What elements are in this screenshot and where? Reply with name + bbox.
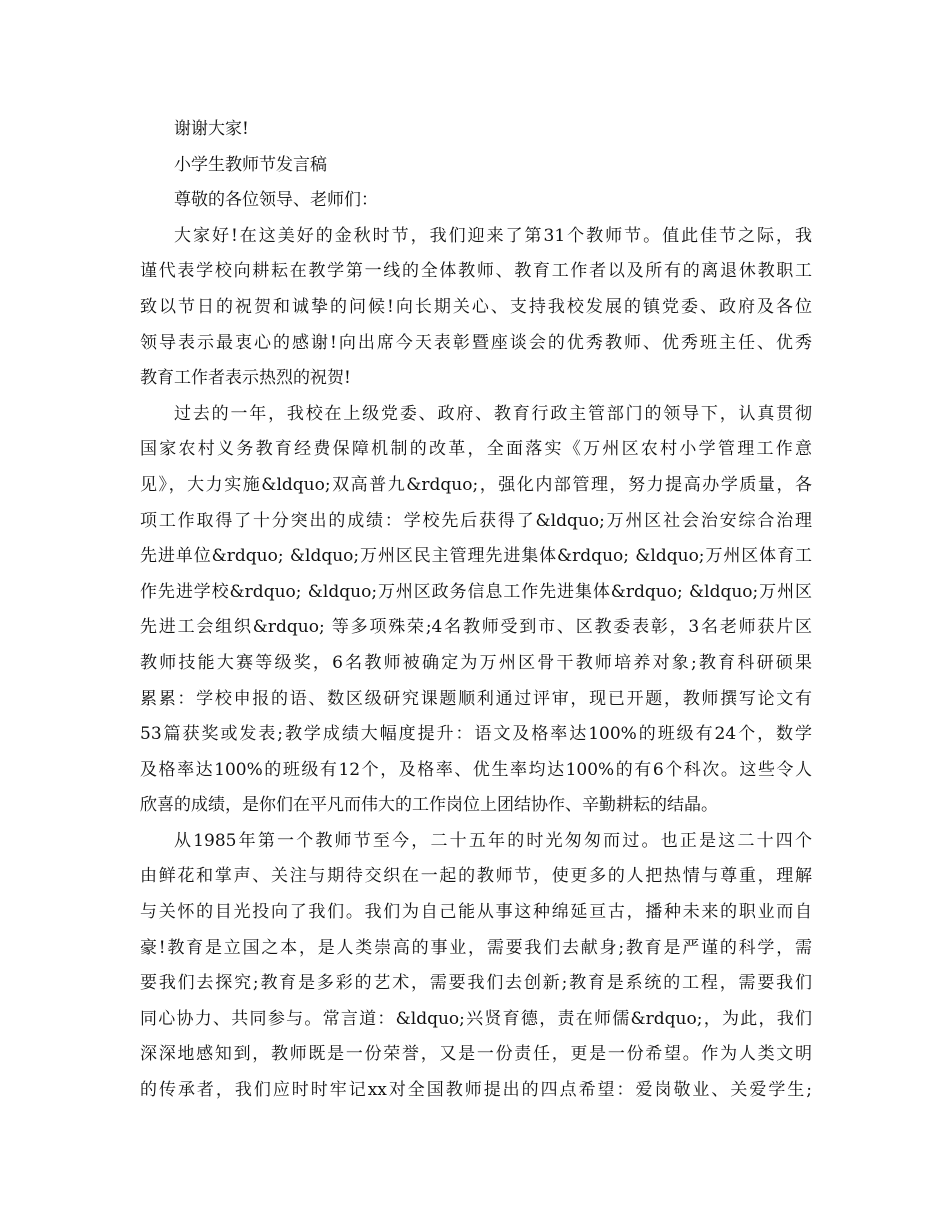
paragraph-line: 教师技能大赛等级奖，6名教师被确定为万州区骨干教师培养对象;教育科研硕果 [140,652,812,673]
paragraph-line: 53篇获奖或发表;教学成绩大幅度提升：语文及格率达100%的班级有24个，数学 [140,724,812,745]
paragraph-line: 及格率达100%的班级有12个，及格率、优生率均达100%的有6个科次。这些令人 [140,759,812,780]
paragraph-line: 由鲜花和掌声、关注与期待交织在一起的教师节，使更多的人把热情与尊重，理解 [140,866,812,887]
paragraph-history [140,824,812,1109]
paragraph-line: 深深地感知到，教师既是一份荣誉，又是一份责任，更是一份希望。作为人类文明 [140,1044,812,1065]
paragraph-line: 教育工作者表示热烈的祝贺! [140,368,351,389]
paragraph-line: 作先进学校&rdquo; &ldquo;万州区政务信息工作先进集体&rdquo; &ldquo;万州区 [140,581,812,602]
closing-thanks: 谢谢大家! [174,119,249,139]
salutation: 尊敬的各位领导、老师们： [174,190,378,211]
paragraph-line: 与关怀的目光投向了我们。我们为自己能从事这种绵延亘古，播种未来的职业而自 [140,902,812,923]
paragraph-line: 欣喜的成绩，是你们在平凡而伟大的工作岗位上团结协作、辛勤耕耘的结晶。 [140,795,718,816]
paragraph-line: 过去的一年，我校在上级党委、政府、教育行政主管部门的领导下，认真贯彻 [174,403,812,424]
speech-title: 小学生教师节发言稿 [174,154,327,175]
paragraph-line: 从1985年第一个教师节至今，二十五年的时光匆匆而过。也正是这二十四个 [174,830,812,851]
paragraph-line: 要我们去探究;教育是多彩的艺术，需要我们去创新;教育是系统的工程，需要我们 [140,973,812,994]
paragraph-greeting [140,219,812,397]
paragraph-line: 同心协力、共同参与。常言道：&ldquo;兴贤育德，责在师儒&rdquo;，为此，我们 [140,1008,812,1029]
paragraph-line: 先进单位&rdquo; &ldquo;万州区民主管理先进集体&rdquo; &ldquo;万州区体育工 [140,546,812,567]
paragraph-line: 的传承者，我们应时时牢记xx对全国教师提出的四点希望：爱岗敬业、关爱学生; [140,1080,812,1101]
paragraph-line: 领导表示最衷心的感谢!向出席今天表彰暨座谈会的优秀教师、优秀班主任、优秀 [140,332,812,353]
paragraph-achievements [140,397,812,824]
paragraph-line: 豪!教育是立国之本，是人类崇高的事业，需要我们去献身;教育是严谨的科学，需 [140,937,812,958]
paragraph-line: 致以节日的祝贺和诚挚的问候!向长期关心、支持我校发展的镇党委、政府及各位 [140,296,812,317]
paragraph-line: 谨代表学校向耕耘在教学第一线的全体教师、教育工作者以及所有的离退休教职工 [140,261,812,282]
paragraph-line: 累累：学校申报的语、数区级研究课题顺利通过评审，现已开题，教师撰写论文有 [140,688,812,709]
paragraph-line: 项工作取得了十分突出的成绩：学校先后获得了&ldquo;万州区社会治安综合治理 [140,510,812,531]
document-page [140,112,812,1109]
paragraph-line: 先进工会组织&rdquo; 等多项殊荣;4名教师受到市、区教委表彰，3名老师获片区 [140,617,812,638]
paragraph-line: 大家好!在这美好的金秋时节，我们迎来了第31个教师节。值此佳节之际，我 [174,225,812,246]
paragraph-line: 国家农村义务教育经费保障机制的改革，全面落实《万州区农村小学管理工作意 [140,439,812,460]
paragraph-line: 见》，大力实施&ldquo;双高普九&rdquo;，强化内部管理，努力提高办学质量，各 [140,474,812,495]
